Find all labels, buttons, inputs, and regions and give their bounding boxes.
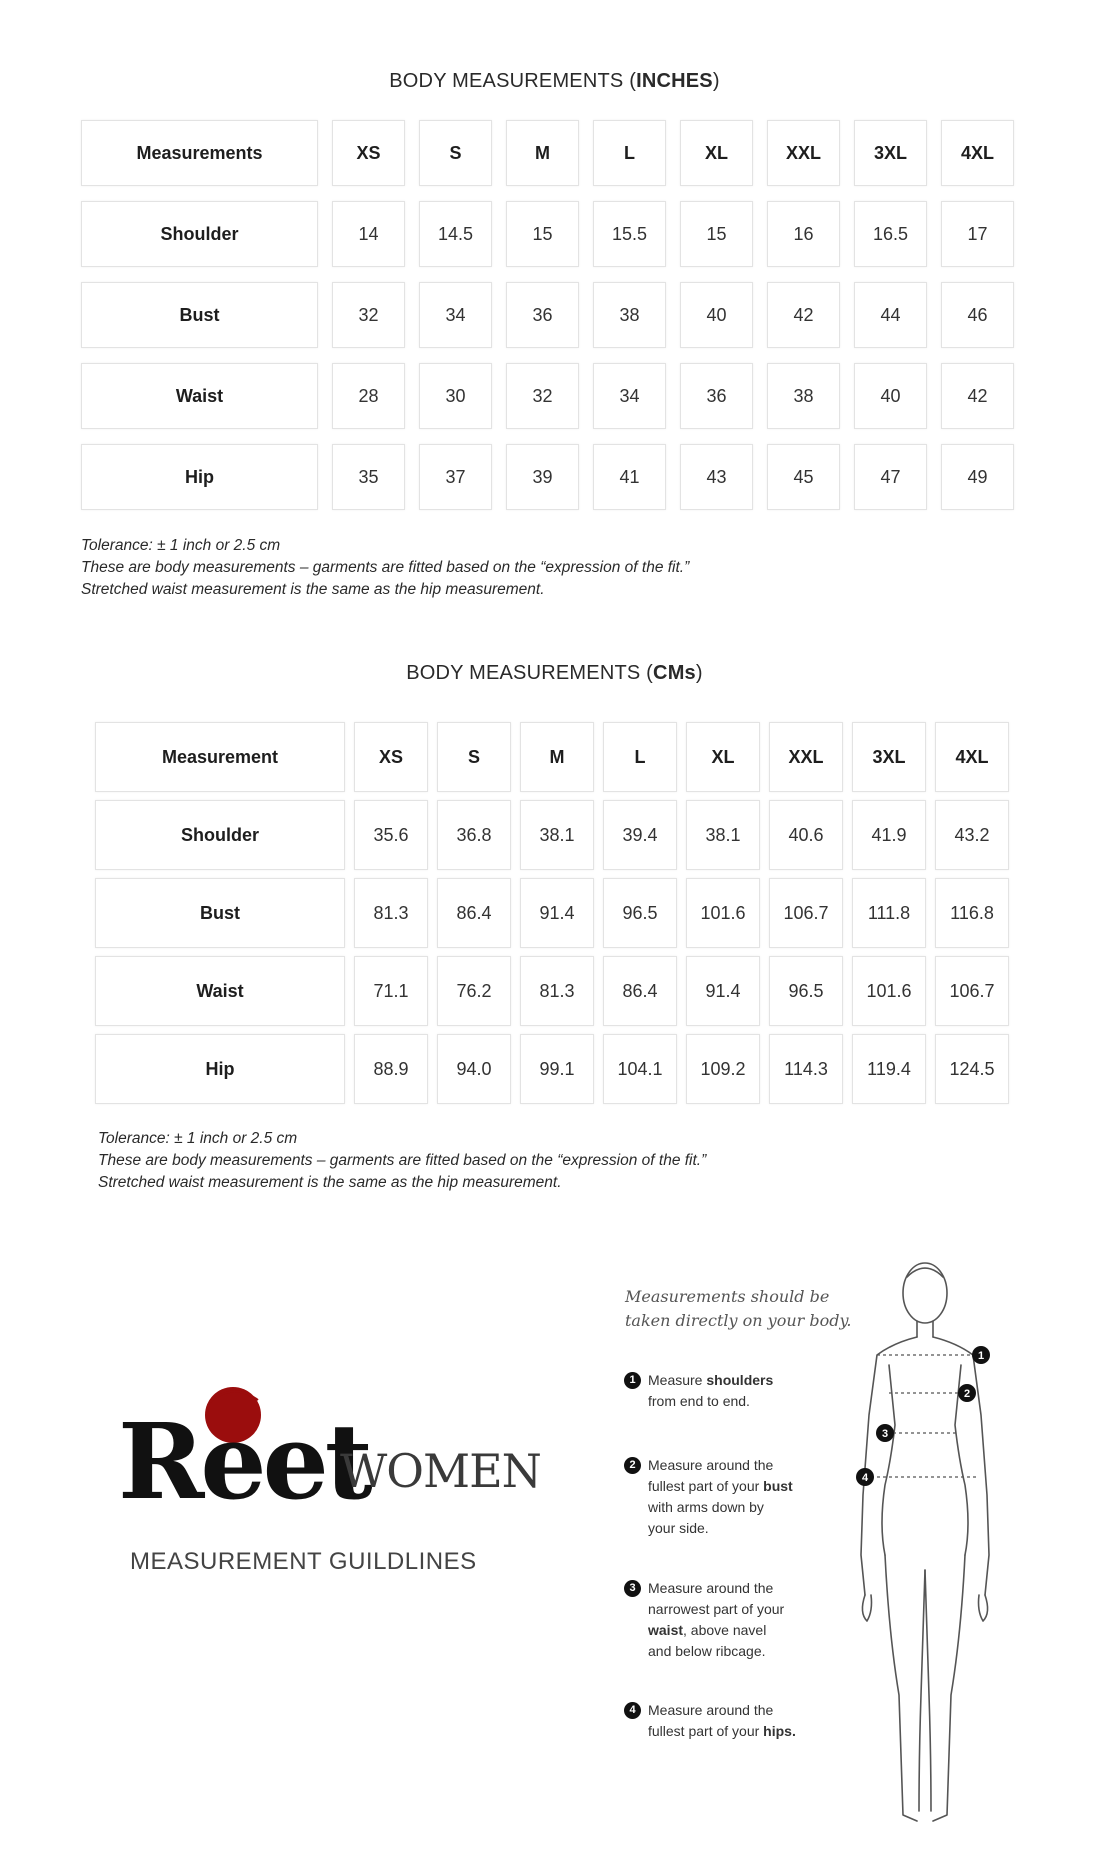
value-cell-shoulder-4xl: 43.2 [935,800,1009,870]
logo-women-text: WOMEN [340,1444,541,1498]
row-label-shoulder: Shoulder [95,800,345,870]
value-cell-bust-l: 96.5 [603,878,677,948]
guide-intro: Measurements should be taken directly on your body. [625,1287,852,1330]
value-cell-shoulder-xl: 15 [680,201,753,267]
size-header-xl: XL [686,722,760,792]
value-cell-bust-l: 38 [593,282,666,348]
value-cell-hip-s: 94.0 [437,1034,511,1104]
step-number-3-icon: 3 [624,1580,641,1597]
value-cell-hip-l: 41 [593,444,666,510]
row-label-bust: Bust [81,282,318,348]
value-cell-waist-3xl: 101.6 [852,956,926,1026]
step-number-1-icon: 1 [624,1372,641,1389]
value-cell-waist-l: 34 [593,363,666,429]
value-cell-bust-4xl: 46 [941,282,1014,348]
cms-title: BODY MEASUREMENTS (CMs) [406,662,703,684]
logo-script: Reet [118,1400,369,1523]
size-header-l: L [593,120,666,186]
step-shoulders: 1 Measure shoulders from end to end. [648,1370,773,1412]
stretched-waist-note: Stretched waist measurement is the same as the hip measurement. [98,1174,562,1191]
value-cell-bust-3xl: 111.8 [852,878,926,948]
row-label-bust: Bust [95,878,345,948]
value-cell-waist-l: 86.4 [603,956,677,1026]
value-cell-bust-4xl: 116.8 [935,878,1009,948]
row-label-hip: Hip [81,444,318,510]
tolerance-note: Tolerance: ± 1 inch or 2.5 cm [81,537,281,554]
value-cell-waist-4xl: 42 [941,363,1014,429]
value-cell-shoulder-l: 39.4 [603,800,677,870]
row-label-waist: Waist [95,956,345,1026]
inches-title: BODY MEASUREMENTS (INCHES) [389,70,720,92]
value-cell-shoulder-m: 15 [506,201,579,267]
body-figure-illustration [855,1255,995,1835]
tolerance-note: Tolerance: ± 1 inch or 2.5 cm [98,1130,298,1147]
value-cell-bust-xl: 40 [680,282,753,348]
size-header-s: S [419,120,492,186]
size-header-xxl: XXL [769,722,843,792]
size-header-xxl: XXL [767,120,840,186]
value-cell-hip-m: 99.1 [520,1034,594,1104]
value-cell-hip-xl: 109.2 [686,1034,760,1104]
size-header-s: S [437,722,511,792]
size-header-4xl: 4XL [941,120,1014,186]
value-cell-bust-s: 34 [419,282,492,348]
value-cell-bust-xxl: 106.7 [769,878,843,948]
row-label-waist: Waist [81,363,318,429]
value-cell-bust-xl: 101.6 [686,878,760,948]
value-cell-waist-4xl: 106.7 [935,956,1009,1026]
size-header-xl: XL [680,120,753,186]
figure-marker-4: 4 [861,1472,869,1484]
size-header-3xl: 3XL [852,722,926,792]
value-cell-hip-3xl: 119.4 [852,1034,926,1104]
inches-notes [81,535,689,601]
row-label-hip: Hip [95,1034,345,1104]
step-number-4-icon: 4 [624,1702,641,1719]
value-cell-bust-s: 86.4 [437,878,511,948]
value-cell-shoulder-xs: 35.6 [354,800,428,870]
value-cell-bust-xs: 32 [332,282,405,348]
value-cell-waist-xl: 36 [680,363,753,429]
value-cell-hip-l: 104.1 [603,1034,677,1104]
value-cell-hip-xs: 88.9 [354,1034,428,1104]
value-cell-hip-s: 37 [419,444,492,510]
value-cell-bust-3xl: 44 [854,282,927,348]
value-cell-shoulder-l: 15.5 [593,201,666,267]
figure-marker-3: 3 [881,1428,889,1440]
value-cell-hip-3xl: 47 [854,444,927,510]
figure-marker-1: 1 [977,1350,985,1362]
cms-notes [98,1128,706,1194]
value-cell-bust-m: 36 [506,282,579,348]
value-cell-waist-xxl: 96.5 [769,956,843,1026]
value-cell-shoulder-xxl: 40.6 [769,800,843,870]
size-header-3xl: 3XL [854,120,927,186]
value-cell-waist-m: 81.3 [520,956,594,1026]
value-cell-waist-3xl: 40 [854,363,927,429]
value-cell-bust-xxl: 42 [767,282,840,348]
value-cell-waist-xs: 71.1 [354,956,428,1026]
value-cell-shoulder-3xl: 41.9 [852,800,926,870]
value-cell-hip-4xl: 49 [941,444,1014,510]
size-header-xs: XS [332,120,405,186]
value-cell-shoulder-m: 38.1 [520,800,594,870]
size-header-m: M [520,722,594,792]
measurement-column-header: Measurements [81,120,318,186]
value-cell-hip-xxl: 45 [767,444,840,510]
row-label-shoulder: Shoulder [81,201,318,267]
measurement-column-header: Measurement [95,722,345,792]
value-cell-bust-xs: 81.3 [354,878,428,948]
size-header-l: L [603,722,677,792]
step-bust: 2 Measure around the fullest part of your bust with arms down by your side. [648,1455,793,1539]
value-cell-waist-s: 30 [419,363,492,429]
value-cell-hip-xxl: 114.3 [769,1034,843,1104]
figure-marker-2: 2 [963,1388,971,1400]
value-cell-shoulder-3xl: 16.5 [854,201,927,267]
size-header-m: M [506,120,579,186]
step-hips: 4 Measure around the fullest part of your hips. [648,1700,796,1742]
value-cell-hip-m: 39 [506,444,579,510]
value-cell-shoulder-4xl: 17 [941,201,1014,267]
body-measurement-note: These are body measurements – garments are fitted based on the “expression of the fit.” [98,1152,707,1169]
value-cell-waist-xl: 91.4 [686,956,760,1026]
value-cell-shoulder-xs: 14 [332,201,405,267]
guide-title: MEASUREMENT GUILDLINES [130,1548,477,1575]
value-cell-waist-xxl: 38 [767,363,840,429]
value-cell-waist-s: 76.2 [437,956,511,1026]
brand-logo [118,1380,541,1523]
step-number-2-icon: 2 [624,1457,641,1474]
value-cell-waist-xs: 28 [332,363,405,429]
value-cell-bust-m: 91.4 [520,878,594,948]
value-cell-shoulder-xxl: 16 [767,201,840,267]
value-cell-hip-xs: 35 [332,444,405,510]
value-cell-shoulder-s: 36.8 [437,800,511,870]
body-measurement-note: These are body measurements – garments are fitted based on the “expression of the fit.” [81,559,690,576]
value-cell-waist-m: 32 [506,363,579,429]
step-waist: 3 Measure around the narrowest part of your waist, above navel and below ribcage. [648,1578,784,1662]
size-header-xs: XS [354,722,428,792]
value-cell-hip-xl: 43 [680,444,753,510]
value-cell-shoulder-s: 14.5 [419,201,492,267]
value-cell-hip-4xl: 124.5 [935,1034,1009,1104]
size-header-4xl: 4XL [935,722,1009,792]
value-cell-shoulder-xl: 38.1 [686,800,760,870]
stretched-waist-note: Stretched waist measurement is the same as the hip measurement. [81,581,545,598]
